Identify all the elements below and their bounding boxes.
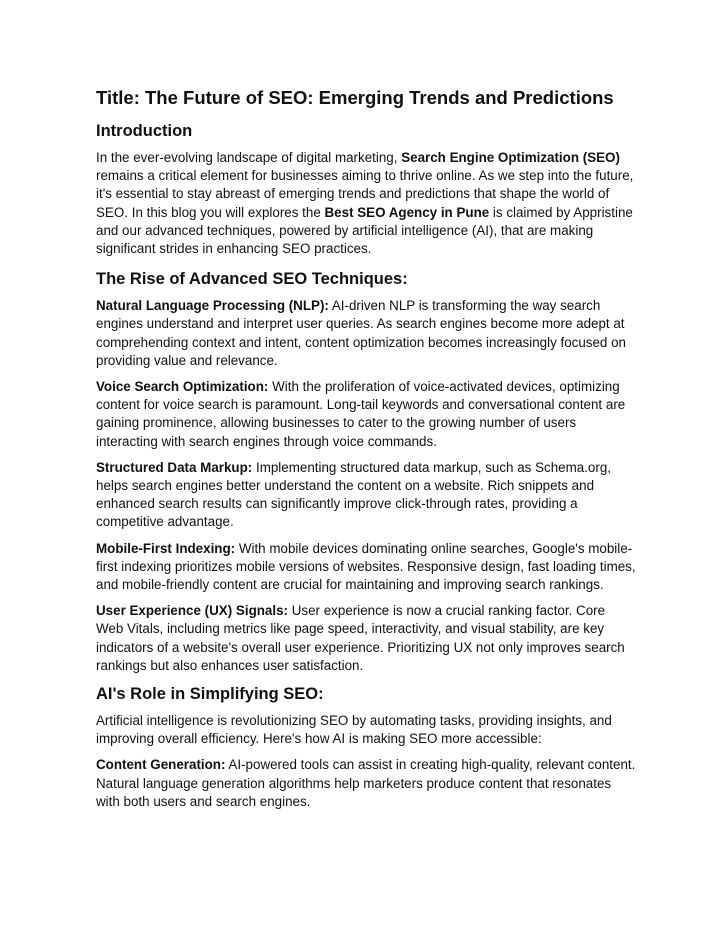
rise-item-term: Natural Language Processing (NLP): — [96, 298, 329, 314]
rise-item-term: Structured Data Markup: — [96, 459, 253, 475]
intro-bold-agency: Best SEO Agency in Pune — [324, 204, 490, 220]
intro-paragraph — [96, 149, 636, 258]
rise-item-structured-data — [96, 459, 636, 532]
rise-item-ux-signals — [96, 602, 636, 675]
rise-item-nlp — [96, 297, 636, 370]
intro-text-2: remains a critical element for businesses aiming to thrive online. As we step into the future, it's essential to stay abreast of emerging trends and predictions that shape the world of SEO. In this blog you will explores the — [96, 168, 634, 220]
ai-item-content-generation — [96, 756, 636, 811]
rise-item-term: Mobile-First Indexing: — [96, 540, 236, 556]
rise-item-text: User experience is now a crucial ranking factor. Core Web Vitals, including metrics like page speed, interactivity, and visual stability, are key indicators of a website's overall user experience. Prioritizing UX not only improves search rankings but also enhances user satisfaction. — [96, 603, 625, 673]
rise-item-text: Implementing structured data markup, such as Schema.org, helps search engines better understand the content on a website. Rich snippets and enhanced search results can significantly improve click-through rates, providing a competitive advantage. — [96, 459, 611, 530]
rise-item-term: Voice Search Optimization: — [96, 379, 269, 395]
ai-intro-paragraph: Artificial intelligence is revolutionizing SEO by automating tasks, providing insights, and improving overall efficiency. Here's how AI is making SEO more accessible: — [96, 713, 612, 747]
document-title: Title: The Future of SEO: Emerging Trends and Predictions — [96, 87, 614, 108]
rise-item-text: AI-driven NLP is transforming the way search engines understand and interpret user queries. As search engines become more adept at comprehending context and intent, content optimization becomes increasingly focused on providing value and relevance. — [96, 298, 626, 368]
rise-item-voice — [96, 378, 636, 451]
ai-item-term: Content Generation: — [96, 757, 226, 773]
ai-heading: AI's Role in Simplifying SEO: — [96, 685, 324, 704]
document-page — [96, 86, 636, 819]
intro-text-1: In the ever-evolving landscape of digital marketing, — [96, 150, 402, 165]
rise-item-term: User Experience (UX) Signals: — [96, 603, 289, 619]
rise-item-text: With the proliferation of voice-activated devices, optimizing content for voice search is paramount. Long-tail keywords and conversational content are gaining prominence, allowing businesses to cater to the growing number of users interacting with search engines through voice commands. — [96, 379, 626, 449]
intro-bold-seo: Search Engine Optimization (SEO) — [401, 150, 620, 165]
intro-text-3: is claimed by Appristine and our advanced techniques, powered by artificial intelligence (AI), that are making significant strides in enhancing SEO practices. — [96, 204, 633, 257]
intro-heading: Introduction — [96, 122, 193, 140]
rise-heading: The Rise of Advanced SEO Techniques: — [96, 270, 408, 289]
ai-item-text: AI-powered tools can assist in creating high-quality, relevant content. Natural language generation algorithms help marketers produce content that resonates with both users and search engines. — [96, 757, 636, 809]
rise-item-mobile-first — [96, 540, 636, 595]
rise-item-text: With mobile devices dominating online searches, Google's mobile-first indexing prioritizes mobile versions of websites. Responsive design, fast loading times, and mobile-friendly content are crucial for maintaining and improving search rankings. — [96, 540, 636, 593]
